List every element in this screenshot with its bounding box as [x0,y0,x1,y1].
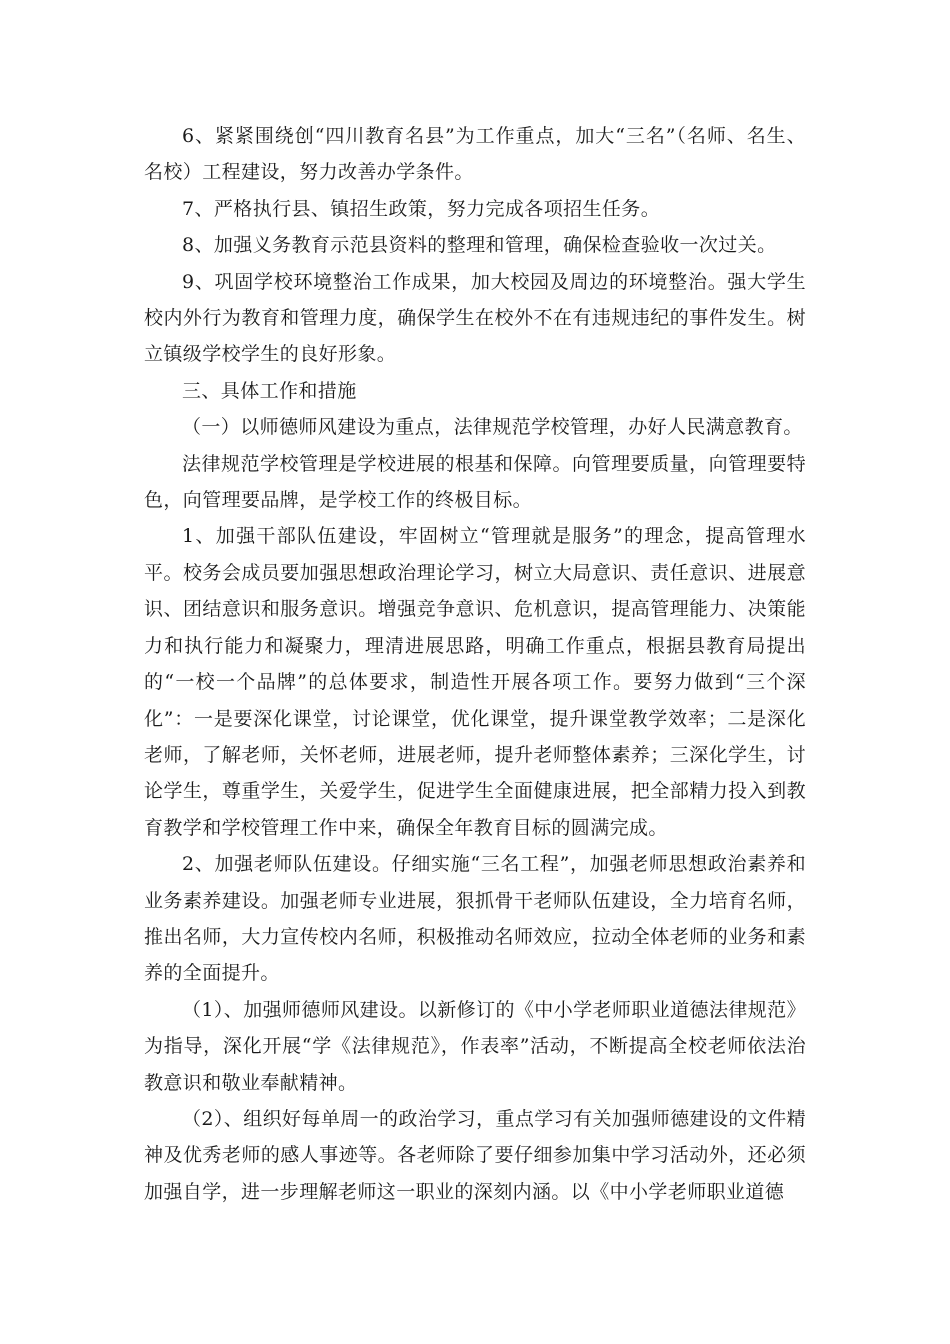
paragraph-management-intro: 法律规范学校管理是学校进展的根基和保障。向管理要质量，向管理要特色，向管理要品牌，是学校工作的终极目标。 [144,452,806,512]
paragraph-teacher-building: 2、加强老师队伍建设。仔细实施“三名工程”，加强老师思想政治素养和业务素养建设。加强老师专业进展，狠抓骨干老师队伍建设，全力培育名师，推出名师，大力宣传校内名师，积极推动名师效应，拉动全体老师的业务和素养的全面提升。 [144,853,806,985]
paragraph-item-6: 6、紧紧围绕创“四川教育名县”为工作重点，加大“三名”（名师、名生、名校）工程建设，努力改善办学条件。 [144,125,806,184]
paragraph-political-study: （2）、组织好每单周一的政治学习，重点学习有关加强师德建设的文件精神及优秀老师的感人事迹等。各老师除了要仔细参加集中学习活动外，还必须加强自学，进一步理解老师这一职业的深刻内涵。以《中小学老师职业道德 [144,1107,806,1203]
subsection-heading-1: （一）以师德师风建设为重点，法律规范学校管理，办好人民满意教育。 [182,416,803,439]
section-heading-measures: 三、具体工作和措施 [182,379,357,402]
paragraph-item-9: 9、巩固学校环境整治工作成果，加大校园及周边的环境整治。强大学生校内外行为教育和管理力度，确保学生在校外不在有违规违纪的事件发生。树立镇级学校学生的良好形象。 [144,270,806,366]
paragraph-item-7: 7、严格执行县、镇招生政策，努力完成各项招生任务。 [182,197,661,220]
paragraph-ethics-building: （1）、加强师德师风建设。以新修订的《中小学老师职业道德法律规范》为指导，深化开展“学《法律规范》，作表率”活动，不断提高全校老师依法治教意识和敬业奉献精神。 [144,998,806,1094]
paragraph-item-8: 8、加强义务教育示范县资料的整理和管理，确保检查验收一次过关。 [182,234,777,257]
document-body [144,118,806,1210]
paragraph-cadre-building: 1、加强干部队伍建设，牢固树立“管理就是服务”的理念，提高管理水平。校务会成员要加强思想政治理论学习，树立大局意识、责任意识、进展意识、团结意识和服务意识。增强竞争意识、危机意识，提高管理能力、决策能力和执行能力和凝聚力，理清进展思路，明确工作重点，根据县教育局提出的“一校一个品牌”的总体要求，制造性开展各项工作。要努力做到“三个深化”：一是要深化课堂，讨论课堂，优化课堂，提升课堂教学效率；二是深化老师，了解老师，关怀老师，进展老师，提升老师整体素养；三深化学生，讨论学生，尊重学生，关爱学生，促进学生全面健康进展，把全部精力投入到教育教学和学校管理工作中来，确保全年教育目标的圆满完成。 [144,525,806,839]
